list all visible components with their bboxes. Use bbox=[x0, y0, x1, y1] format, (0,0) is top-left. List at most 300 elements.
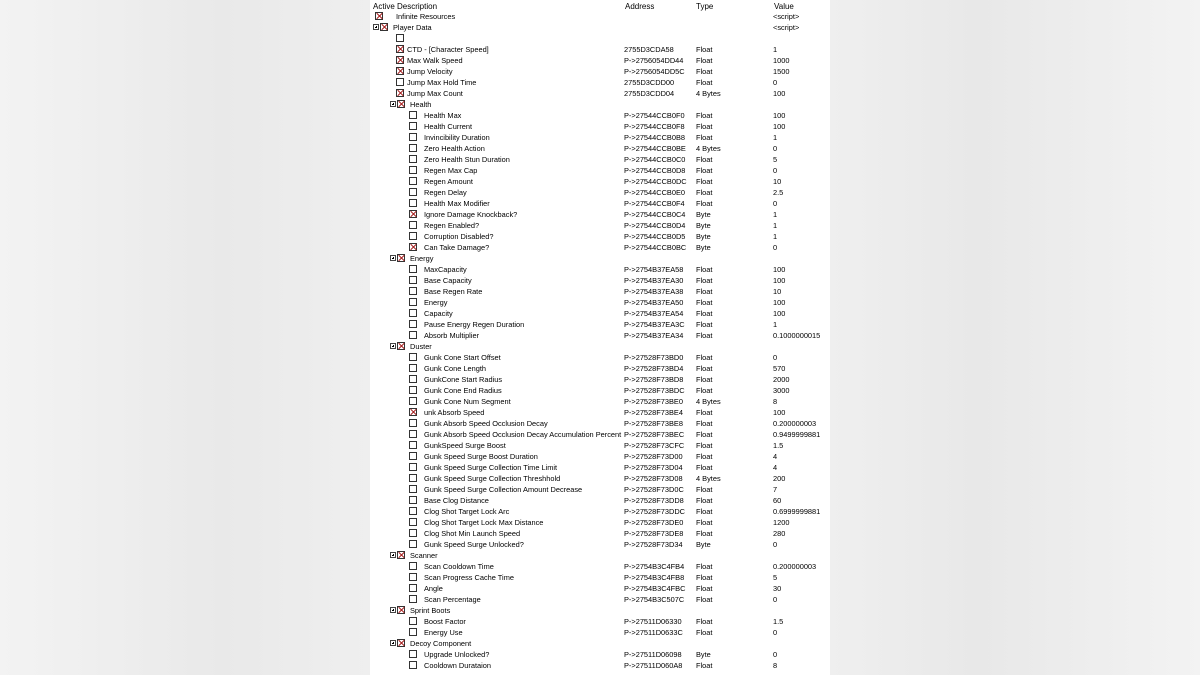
active-checkbox[interactable] bbox=[409, 243, 417, 251]
entry-value[interactable]: 1 bbox=[773, 221, 778, 230]
table-row[interactable] bbox=[370, 242, 830, 253]
active-checkbox[interactable] bbox=[409, 122, 417, 130]
active-checkbox[interactable] bbox=[409, 474, 417, 482]
entry-description: Corruption Disabled? bbox=[424, 232, 494, 241]
active-checkbox[interactable] bbox=[409, 199, 417, 207]
entry-address: P->27528F73BE8 bbox=[624, 419, 683, 428]
table-row[interactable] bbox=[370, 594, 830, 605]
entry-type: Float bbox=[696, 628, 713, 637]
entry-address: P->27528F73BD8 bbox=[624, 375, 684, 384]
table-row[interactable] bbox=[370, 473, 830, 484]
active-checkbox[interactable] bbox=[409, 485, 417, 493]
entry-description: Jump Max Count bbox=[407, 89, 463, 98]
table-row[interactable] bbox=[370, 55, 830, 66]
entry-type: Float bbox=[696, 584, 713, 593]
table-row[interactable] bbox=[370, 198, 830, 209]
entry-address: P->2754B3C4FBC bbox=[624, 584, 686, 593]
active-checkbox[interactable] bbox=[396, 67, 404, 75]
entry-type: Float bbox=[696, 298, 713, 307]
table-row[interactable] bbox=[370, 275, 830, 286]
active-checkbox[interactable] bbox=[397, 551, 405, 559]
group-row[interactable] bbox=[370, 638, 830, 649]
entry-address: P->27544CCB0C4 bbox=[624, 210, 686, 219]
entry-description: Gunk Speed Surge Collection Time Limit bbox=[424, 463, 558, 472]
entry-description: CTD - [Character Speed] bbox=[407, 45, 489, 54]
entry-value[interactable]: 60 bbox=[773, 496, 782, 505]
active-checkbox[interactable] bbox=[409, 111, 417, 119]
active-checkbox[interactable] bbox=[409, 144, 417, 152]
entry-value[interactable]: 2.5 bbox=[773, 188, 784, 197]
entry-address: P->27528F73BE0 bbox=[624, 397, 683, 406]
column-header-description[interactable]: Description bbox=[397, 2, 438, 11]
entry-address: P->27528F73DD8 bbox=[624, 496, 684, 505]
active-checkbox[interactable] bbox=[409, 331, 417, 339]
entry-type: Float bbox=[696, 188, 713, 197]
entry-address: P->27511D06098 bbox=[624, 650, 682, 659]
table-row[interactable] bbox=[370, 88, 830, 99]
table-row[interactable] bbox=[370, 209, 830, 220]
entry-type: Float bbox=[696, 562, 713, 571]
entry-address: P->2754B3C507C bbox=[624, 595, 685, 604]
entry-value[interactable]: 100 bbox=[773, 265, 786, 274]
group-row[interactable] bbox=[370, 99, 830, 110]
active-checkbox[interactable] bbox=[409, 650, 417, 658]
entry-type: Float bbox=[696, 430, 713, 439]
entry-description: Base Clog Distance bbox=[424, 496, 489, 505]
entry-value[interactable]: 1 bbox=[773, 232, 778, 241]
active-checkbox[interactable] bbox=[409, 540, 417, 548]
table-row[interactable] bbox=[370, 539, 830, 550]
table-row[interactable] bbox=[370, 231, 830, 242]
active-checkbox[interactable] bbox=[409, 188, 417, 196]
expand-toggle-icon[interactable] bbox=[390, 343, 396, 349]
entry-value[interactable]: 10 bbox=[773, 177, 782, 186]
entry-type: Float bbox=[696, 287, 713, 296]
entry-description: Scan Cooldown Time bbox=[424, 562, 494, 571]
table-row[interactable] bbox=[370, 440, 830, 451]
entry-type: Float bbox=[696, 166, 713, 175]
entry-value[interactable]: 100 bbox=[773, 298, 786, 307]
table-row[interactable] bbox=[370, 11, 830, 22]
active-checkbox[interactable] bbox=[409, 221, 417, 229]
entry-description: Zero Health Action bbox=[424, 144, 485, 153]
entry-description: Absorb Multiplier bbox=[424, 331, 480, 340]
table-row[interactable] bbox=[370, 407, 830, 418]
entry-type: Float bbox=[696, 309, 713, 318]
expand-toggle-icon[interactable] bbox=[390, 640, 396, 646]
active-checkbox[interactable] bbox=[396, 34, 404, 42]
entry-type: Float bbox=[696, 320, 713, 329]
entry-value[interactable]: 0 bbox=[773, 78, 778, 87]
active-checkbox[interactable] bbox=[409, 386, 417, 394]
active-checkbox[interactable] bbox=[409, 133, 417, 141]
entry-value[interactable]: 0.1000000015 bbox=[773, 331, 821, 340]
entry-value[interactable]: 0 bbox=[773, 353, 778, 362]
entry-value[interactable]: 1 bbox=[773, 133, 778, 142]
table-row[interactable] bbox=[370, 66, 830, 77]
table-row[interactable] bbox=[370, 286, 830, 297]
group-row[interactable] bbox=[370, 550, 830, 561]
entry-description: Energy Use bbox=[424, 628, 463, 637]
entry-value[interactable]: 0 bbox=[773, 650, 778, 659]
entry-description: Gunk Speed Surge Collection Threshhold bbox=[424, 474, 561, 483]
entry-value[interactable]: 4 bbox=[773, 463, 778, 472]
active-checkbox[interactable] bbox=[409, 507, 417, 515]
table-row[interactable] bbox=[370, 517, 830, 528]
entry-value[interactable]: 0 bbox=[773, 595, 778, 604]
entry-description: Gunk Cone End Radius bbox=[424, 386, 502, 395]
active-checkbox[interactable] bbox=[409, 419, 417, 427]
table-row[interactable] bbox=[370, 297, 830, 308]
entry-type: Float bbox=[696, 155, 713, 164]
entry-description: Gunk Cone Num Segment bbox=[424, 397, 511, 406]
entry-value[interactable]: <script> bbox=[773, 12, 800, 21]
expand-toggle-icon[interactable] bbox=[390, 255, 396, 261]
table-row[interactable] bbox=[370, 616, 830, 627]
active-checkbox[interactable] bbox=[409, 309, 417, 317]
column-header-value[interactable]: Value bbox=[774, 2, 794, 11]
entry-value[interactable]: 280 bbox=[773, 529, 786, 538]
table-row[interactable] bbox=[370, 154, 830, 165]
active-checkbox[interactable] bbox=[397, 639, 405, 647]
table-row[interactable] bbox=[370, 132, 830, 143]
cheat-table-panel bbox=[370, 0, 830, 675]
entry-description: Max Walk Speed bbox=[407, 56, 463, 65]
entry-value[interactable]: 8 bbox=[773, 397, 778, 406]
entry-type: Float bbox=[696, 452, 713, 461]
active-checkbox[interactable] bbox=[397, 100, 405, 108]
entry-description: Base Capacity bbox=[424, 276, 472, 285]
active-checkbox[interactable] bbox=[396, 78, 404, 86]
entry-value[interactable]: 1200 bbox=[773, 518, 790, 527]
active-checkbox[interactable] bbox=[409, 287, 417, 295]
table-row[interactable] bbox=[370, 220, 830, 231]
entry-address: P->27544CCB0DC bbox=[624, 177, 687, 186]
entry-type: Byte bbox=[696, 650, 711, 659]
entry-type: Float bbox=[696, 408, 713, 417]
active-checkbox[interactable] bbox=[409, 320, 417, 328]
entry-value[interactable]: 1 bbox=[773, 320, 778, 329]
table-row[interactable] bbox=[370, 627, 830, 638]
expand-toggle-icon[interactable] bbox=[390, 101, 396, 107]
entry-description: Health Current bbox=[424, 122, 473, 131]
entry-value[interactable]: 100 bbox=[773, 111, 786, 120]
entry-type: Float bbox=[696, 529, 713, 538]
group-row[interactable] bbox=[370, 605, 830, 616]
entry-type: Float bbox=[696, 111, 713, 120]
entry-value[interactable]: 1000 bbox=[773, 56, 790, 65]
table-row[interactable] bbox=[370, 418, 830, 429]
active-checkbox[interactable] bbox=[409, 177, 417, 185]
entry-address: P->2754B37EA30 bbox=[624, 276, 684, 285]
active-checkbox[interactable] bbox=[375, 12, 383, 20]
active-checkbox[interactable] bbox=[409, 210, 417, 218]
entry-address: P->27528F73DDC bbox=[624, 507, 686, 516]
entry-description: Cooldown Durataion bbox=[424, 661, 491, 670]
entry-address: P->27528F73DE0 bbox=[624, 518, 684, 527]
entry-value[interactable]: 100 bbox=[773, 408, 786, 417]
entry-description: Capacity bbox=[424, 309, 453, 318]
active-checkbox[interactable] bbox=[409, 628, 417, 636]
table-row[interactable] bbox=[370, 462, 830, 473]
entry-value[interactable]: 100 bbox=[773, 122, 786, 131]
entry-type: Float bbox=[696, 67, 713, 76]
table-row[interactable] bbox=[370, 264, 830, 275]
entry-value[interactable]: 1.5 bbox=[773, 617, 784, 626]
entry-description: Zero Health Stun Duration bbox=[424, 155, 510, 164]
active-checkbox[interactable] bbox=[396, 45, 404, 53]
active-checkbox[interactable] bbox=[409, 584, 417, 592]
active-checkbox[interactable] bbox=[409, 298, 417, 306]
table-row[interactable] bbox=[370, 660, 830, 671]
active-checkbox[interactable] bbox=[409, 452, 417, 460]
table-row[interactable] bbox=[370, 561, 830, 572]
active-checkbox[interactable] bbox=[409, 518, 417, 526]
entry-value[interactable]: 100 bbox=[773, 89, 786, 98]
entry-type: Float bbox=[696, 56, 713, 65]
entry-description: Scanner bbox=[410, 551, 438, 560]
active-checkbox[interactable] bbox=[409, 573, 417, 581]
entry-type: Float bbox=[696, 199, 713, 208]
entry-description: Can Take Damage? bbox=[424, 243, 490, 252]
active-checkbox[interactable] bbox=[409, 661, 417, 669]
group-row[interactable] bbox=[370, 22, 830, 33]
active-checkbox[interactable] bbox=[409, 276, 417, 284]
group-row[interactable] bbox=[370, 341, 830, 352]
entry-value[interactable]: 100 bbox=[773, 309, 786, 318]
entry-type: Byte bbox=[696, 243, 711, 252]
active-checkbox[interactable] bbox=[397, 254, 405, 262]
entry-address: P->27544CCB0BE bbox=[624, 144, 686, 153]
entry-type: Float bbox=[696, 122, 713, 131]
expand-toggle-icon[interactable] bbox=[390, 607, 396, 613]
entry-address: P->27544CCB0C0 bbox=[624, 155, 686, 164]
entry-value[interactable]: 0.200000003 bbox=[773, 562, 817, 571]
entry-type: 4 Bytes bbox=[696, 474, 721, 483]
entry-type: Float bbox=[696, 595, 713, 604]
table-row[interactable] bbox=[370, 583, 830, 594]
table-row[interactable] bbox=[370, 528, 830, 539]
entry-address: P->2754B37EA38 bbox=[624, 287, 684, 296]
entry-type: Byte bbox=[696, 540, 711, 549]
entry-description: Gunk Speed Surge Collection Amount Decrease bbox=[424, 485, 583, 494]
entry-description: Gunk Absorb Speed Occlusion Decay Accumulation Percent bbox=[424, 430, 622, 439]
entry-address: P->27528F73BE4 bbox=[624, 408, 683, 417]
entry-type: Float bbox=[696, 419, 713, 428]
table-row[interactable] bbox=[370, 121, 830, 132]
table-row[interactable] bbox=[370, 77, 830, 88]
entry-value[interactable]: 0.9499999881 bbox=[773, 430, 821, 439]
entry-value[interactable]: 1 bbox=[773, 45, 778, 54]
entry-type: Float bbox=[696, 441, 713, 450]
entry-description: Ignore Damage Knockback? bbox=[424, 210, 518, 219]
entry-address: P->2754B37EA54 bbox=[624, 309, 684, 318]
blurred-background-right bbox=[830, 0, 1200, 675]
entry-description: Jump Max Hold Time bbox=[407, 78, 477, 87]
entry-description: Clog Shot Target Lock Arc bbox=[424, 507, 510, 516]
entry-address: P->27544CCB0B8 bbox=[624, 133, 686, 142]
entry-description: Gunk Cone Length bbox=[424, 364, 487, 373]
entry-address: P->27528F73BDC bbox=[624, 386, 685, 395]
entry-address: 2755D3CDA58 bbox=[624, 45, 674, 54]
table-row[interactable] bbox=[370, 363, 830, 374]
entry-address: P->27528F73D0C bbox=[624, 485, 684, 494]
entry-value[interactable]: 0 bbox=[773, 144, 778, 153]
entry-description: Scan Percentage bbox=[424, 595, 481, 604]
entry-value[interactable]: 0 bbox=[773, 166, 778, 175]
active-checkbox[interactable] bbox=[396, 56, 404, 64]
entry-address: P->27544CCB0D5 bbox=[624, 232, 686, 241]
entry-address: P->2754B37EA58 bbox=[624, 265, 684, 274]
entry-description: unk Absorb Speed bbox=[424, 408, 485, 417]
entry-address: P->27528F73BEC bbox=[624, 430, 685, 439]
active-checkbox[interactable] bbox=[397, 342, 405, 350]
entry-value[interactable]: 5 bbox=[773, 155, 778, 164]
entry-description: Energy bbox=[424, 298, 448, 307]
active-checkbox[interactable] bbox=[409, 353, 417, 361]
table-row[interactable] bbox=[370, 495, 830, 506]
entry-value[interactable]: 0.6999999881 bbox=[773, 507, 821, 516]
entry-address: P->27528F73D08 bbox=[624, 474, 683, 483]
active-checkbox[interactable] bbox=[409, 166, 417, 174]
entry-address: P->27511D06330 bbox=[624, 617, 682, 626]
entry-address: P->27528F73D04 bbox=[624, 463, 683, 472]
active-checkbox[interactable] bbox=[409, 397, 417, 405]
table-row[interactable] bbox=[370, 429, 830, 440]
entry-value[interactable]: 0 bbox=[773, 628, 778, 637]
entry-description: Boost Factor bbox=[424, 617, 466, 626]
entry-value[interactable]: 7 bbox=[773, 485, 778, 494]
entry-description: Health Max Modifier bbox=[424, 199, 490, 208]
entry-value[interactable]: 0 bbox=[773, 243, 778, 252]
active-checkbox[interactable] bbox=[409, 364, 417, 372]
entry-value[interactable]: 0 bbox=[773, 540, 778, 549]
entry-address: P->27544CCB0F8 bbox=[624, 122, 685, 131]
expand-toggle-icon[interactable] bbox=[373, 24, 379, 30]
entry-description: Sprint Boots bbox=[410, 606, 451, 615]
entry-value[interactable]: 100 bbox=[773, 276, 786, 285]
entry-value[interactable]: 4 bbox=[773, 452, 778, 461]
active-checkbox[interactable] bbox=[409, 496, 417, 504]
entry-description: Gunk Speed Surge Boost Duration bbox=[424, 452, 538, 461]
entry-address: P->27528F73CFC bbox=[624, 441, 685, 450]
entry-value[interactable]: 200 bbox=[773, 474, 786, 483]
entry-description: GunkCone Start Radius bbox=[424, 375, 503, 384]
entry-value[interactable]: 570 bbox=[773, 364, 786, 373]
table-row[interactable] bbox=[370, 649, 830, 660]
entry-value[interactable]: 3000 bbox=[773, 386, 790, 395]
active-checkbox[interactable] bbox=[409, 408, 417, 416]
active-checkbox[interactable] bbox=[409, 595, 417, 603]
entry-value[interactable]: 2000 bbox=[773, 375, 790, 384]
table-row[interactable] bbox=[370, 187, 830, 198]
active-checkbox[interactable] bbox=[409, 441, 417, 449]
active-checkbox[interactable] bbox=[409, 155, 417, 163]
entry-value[interactable]: 0.200000003 bbox=[773, 419, 817, 428]
table-row[interactable] bbox=[370, 330, 830, 341]
column-header-active[interactable]: Active bbox=[373, 2, 395, 11]
entry-value[interactable]: 0 bbox=[773, 199, 778, 208]
active-checkbox[interactable] bbox=[380, 23, 388, 31]
entry-address: P->2754B37EA3C bbox=[624, 320, 685, 329]
active-checkbox[interactable] bbox=[409, 375, 417, 383]
table-row[interactable] bbox=[370, 352, 830, 363]
active-checkbox[interactable] bbox=[409, 265, 417, 273]
entry-type: Float bbox=[696, 573, 713, 582]
entry-type: Float bbox=[696, 661, 713, 670]
table-row[interactable] bbox=[370, 484, 830, 495]
entry-value[interactable]: 1.5 bbox=[773, 441, 784, 450]
active-checkbox[interactable] bbox=[397, 606, 405, 614]
table-row[interactable] bbox=[370, 33, 830, 44]
entry-description: MaxCapacity bbox=[424, 265, 467, 274]
active-checkbox[interactable] bbox=[409, 617, 417, 625]
entry-value[interactable]: <script> bbox=[773, 23, 800, 32]
table-row[interactable] bbox=[370, 506, 830, 517]
entry-description: Scan Progress Cache Time bbox=[424, 573, 514, 582]
active-checkbox[interactable] bbox=[409, 529, 417, 537]
table-row[interactable] bbox=[370, 308, 830, 319]
table-row[interactable] bbox=[370, 143, 830, 154]
entry-type: Float bbox=[696, 353, 713, 362]
entry-address: P->2756054DD44 bbox=[624, 56, 684, 65]
entry-address: P->2754B3C4FB4 bbox=[624, 562, 685, 571]
entry-address: P->27528F73D00 bbox=[624, 452, 683, 461]
entry-address: P->27528F73BD4 bbox=[624, 364, 684, 373]
table-row[interactable] bbox=[370, 110, 830, 121]
entry-address: P->27511D060A8 bbox=[624, 661, 683, 670]
entry-value[interactable]: 1 bbox=[773, 210, 778, 219]
table-row[interactable] bbox=[370, 176, 830, 187]
entry-address: P->27544CCB0E0 bbox=[624, 188, 686, 197]
entry-type: Float bbox=[696, 617, 713, 626]
entry-description: Regen Max Cap bbox=[424, 166, 478, 175]
entry-address: P->27528F73D34 bbox=[624, 540, 683, 549]
entry-type: Float bbox=[696, 133, 713, 142]
column-header-address[interactable]: Address bbox=[625, 2, 655, 11]
active-checkbox[interactable] bbox=[409, 232, 417, 240]
entry-type: Float bbox=[696, 364, 713, 373]
entry-value[interactable]: 30 bbox=[773, 584, 782, 593]
entry-address: P->27528F73BD0 bbox=[624, 353, 684, 362]
entry-description: Health Max bbox=[424, 111, 462, 120]
active-checkbox[interactable] bbox=[396, 89, 404, 97]
entry-type: Float bbox=[696, 177, 713, 186]
entry-description: Clog Shot Target Lock Max Distance bbox=[424, 518, 544, 527]
group-row[interactable] bbox=[370, 253, 830, 264]
active-checkbox[interactable] bbox=[409, 463, 417, 471]
entry-address: 2755D3CDD04 bbox=[624, 89, 675, 98]
table-row[interactable] bbox=[370, 385, 830, 396]
cheat-entry-list bbox=[370, 11, 830, 671]
column-header-type[interactable]: Type bbox=[696, 2, 714, 11]
table-row[interactable] bbox=[370, 44, 830, 55]
table-row[interactable] bbox=[370, 396, 830, 407]
active-checkbox[interactable] bbox=[409, 562, 417, 570]
table-row[interactable] bbox=[370, 165, 830, 176]
table-row[interactable] bbox=[370, 374, 830, 385]
entry-address: 2755D3CDD00 bbox=[624, 78, 675, 87]
active-checkbox[interactable] bbox=[409, 430, 417, 438]
table-row[interactable] bbox=[370, 319, 830, 330]
entry-value[interactable]: 8 bbox=[773, 661, 778, 670]
entry-value[interactable]: 1500 bbox=[773, 67, 790, 76]
table-row[interactable] bbox=[370, 572, 830, 583]
table-row[interactable] bbox=[370, 451, 830, 462]
expand-toggle-icon[interactable] bbox=[390, 552, 396, 558]
entry-value[interactable]: 10 bbox=[773, 287, 782, 296]
entry-value[interactable]: 5 bbox=[773, 573, 778, 582]
